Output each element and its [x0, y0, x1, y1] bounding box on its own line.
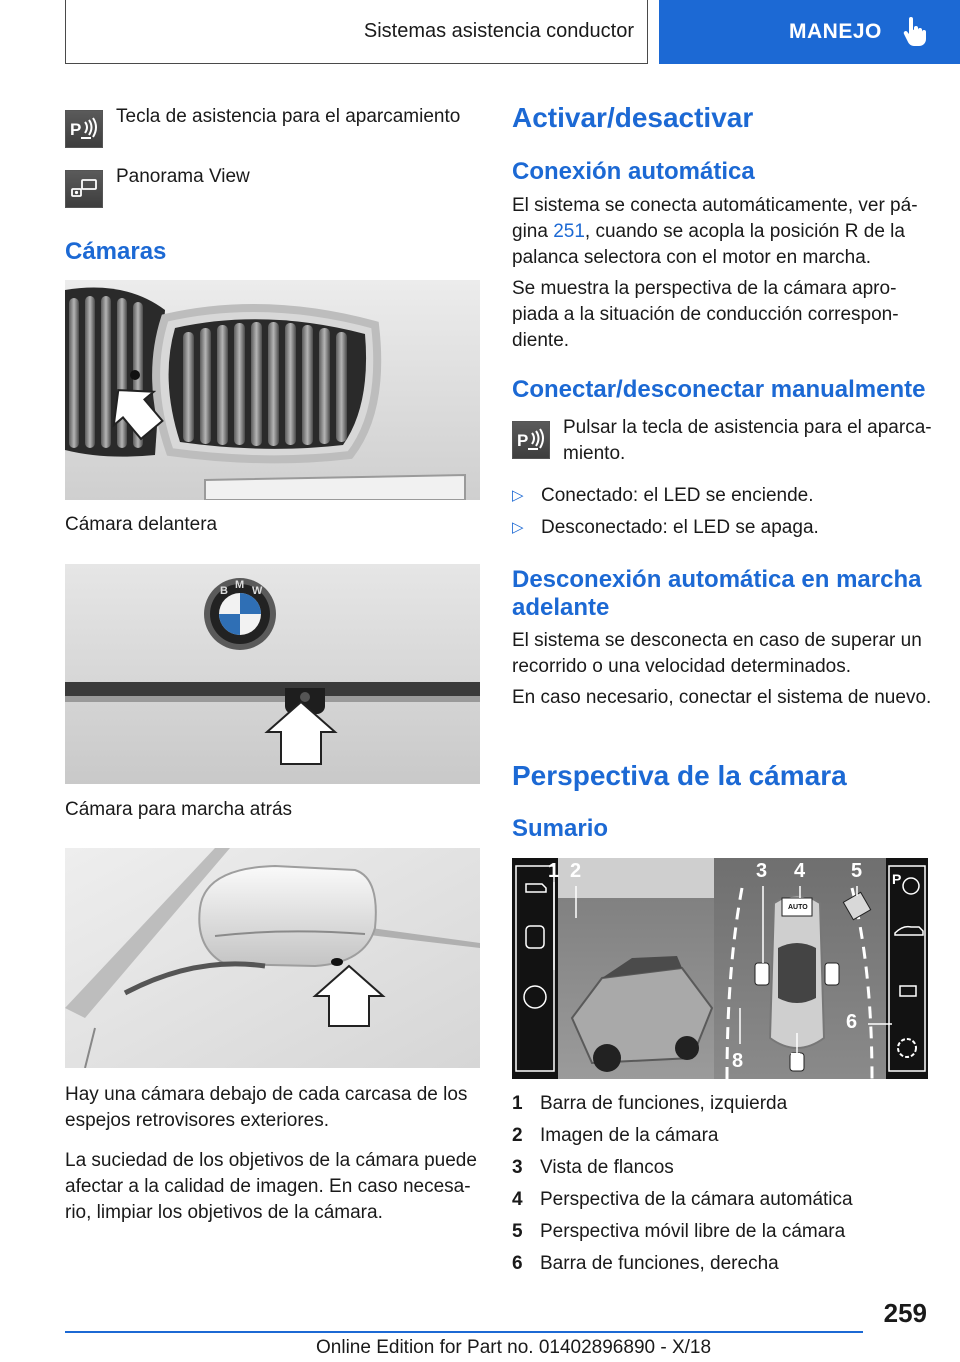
list-item-text: Desconectado: el LED se apaga. [541, 517, 819, 538]
panorama-view-key-label: Panorama View [116, 166, 250, 187]
page-number: 259 [883, 1298, 927, 1328]
legend-number: 4 [512, 1189, 523, 1210]
callout-6: 6 [846, 1011, 858, 1033]
legend-text: Perspectiva de la cámara automática [540, 1189, 853, 1210]
triangle-bullet-icon: ▷ [512, 519, 524, 536]
list-item [512, 515, 932, 541]
auto-disconnect-heading: Desconexión automática en marcha adelante [512, 566, 922, 621]
list-item [512, 483, 932, 509]
lens-cleaning-paragraph: La suciedad de los objetivos de la cámara puede afectar a la calidad de imagen. En caso necesa- rio, limpiar los objetivos de la cámara. [65, 1150, 477, 1223]
footer-divider [65, 1331, 863, 1333]
panorama-view-key-icon [65, 170, 103, 208]
camera-perspective-heading: Perspectiva de la cámara [512, 760, 847, 791]
page-reference-link[interactable]: 251 [553, 221, 585, 242]
chapter-title: MANEJO [789, 20, 882, 43]
reconnect-paragraph: En caso necesario, conectar el sistema de nuevo. [512, 687, 932, 708]
callout-3: 3 [756, 860, 768, 882]
svg-text:B: B [220, 585, 228, 597]
callout-7: 7 [790, 1050, 802, 1072]
callout-8: 8 [732, 1050, 744, 1072]
auto-perspective-badge: AUTO [788, 904, 808, 911]
park-assist-key-icon [512, 421, 550, 459]
legend-item [512, 1251, 932, 1277]
callout-4: 4 [794, 860, 806, 882]
svg-text:P: P [517, 431, 529, 450]
legend-number: 2 [512, 1125, 523, 1146]
legend-number: 6 [512, 1253, 523, 1274]
led-status-list [512, 483, 932, 541]
camera-display-diagram [512, 858, 928, 1079]
legend-item [512, 1091, 932, 1117]
legend-item [512, 1219, 932, 1245]
park-assist-key-icon [65, 110, 103, 148]
header-section-title [65, 0, 648, 64]
legend-item [512, 1187, 932, 1213]
auto-connect-heading: Conexión automática [512, 158, 755, 185]
manual-connect-instruction: Pulsar la tecla de asistencia para el aparca- miento. [563, 417, 932, 464]
auto-connect-text-end: , cuando se acopla la posición R de la palanca selectora con el motor en marcha. [512, 221, 905, 268]
mirror-camera-photo [65, 848, 480, 1068]
auto-disconnect-paragraph: El sistema se desconecta en caso de superar un recorrido o una velocidad determinados. [512, 630, 922, 677]
legend-item [512, 1123, 932, 1149]
auto-connect-paragraph [512, 193, 932, 271]
summary-heading: Sumario [512, 815, 609, 842]
diagram-legend [512, 1091, 932, 1277]
hand-pointer-icon [902, 17, 928, 47]
rear-camera-caption: Cámara para marcha atrás [65, 799, 293, 820]
svg-text:M: M [235, 579, 245, 591]
auto-perspective-paragraph: Se muestra la perspectiva de la cámara apro- piada a la situación de conducción correspon- diente. [512, 278, 899, 351]
legend-item [512, 1155, 932, 1181]
front-camera-photo [65, 280, 480, 500]
legend-number: 1 [512, 1093, 523, 1114]
legend-text: Barra de funciones, derecha [540, 1253, 779, 1274]
callout-5: 5 [851, 860, 863, 882]
auto-connect-text-start: El sistema se conecta automáticamente, ver pá- gina [512, 195, 918, 242]
footer-edition: Online Edition for Part no. 01402896890 - X/18 [316, 1337, 712, 1358]
callout-1: 1 [548, 860, 560, 882]
rear-camera-photo [65, 564, 480, 784]
header-chapter-tab[interactable] [659, 0, 960, 64]
legend-text: Perspectiva móvil libre de la cámara [540, 1221, 846, 1242]
legend-text: Vista de flancos [540, 1157, 674, 1178]
section-title: Sistemas asistencia conductor [363, 20, 634, 42]
mirror-camera-paragraph: Hay una cámara debajo de cada carcasa de los espejos retrovisores exteriores. [65, 1084, 468, 1131]
svg-text:P: P [70, 120, 82, 139]
activate-heading: Activar/desactivar [512, 102, 754, 133]
triangle-bullet-icon: ▷ [512, 487, 524, 504]
svg-text:W: W [252, 585, 263, 597]
legend-text: Imagen de la cámara [540, 1125, 719, 1146]
manual-connect-heading: Conectar/desconectar manualmente [512, 376, 926, 403]
list-item-text: Conectado: el LED se enciende. [541, 485, 814, 506]
legend-number: 5 [512, 1221, 523, 1242]
legend-text: Barra de funciones, izquierda [540, 1093, 788, 1114]
callout-2: 2 [570, 860, 582, 882]
legend-number: 3 [512, 1157, 523, 1178]
front-camera-caption: Cámara delantera [65, 514, 218, 535]
cameras-heading: Cámaras [65, 238, 167, 265]
svg-text:P: P [892, 871, 902, 887]
park-assist-key-label: Tecla de asistencia para el aparcamiento [116, 106, 461, 127]
